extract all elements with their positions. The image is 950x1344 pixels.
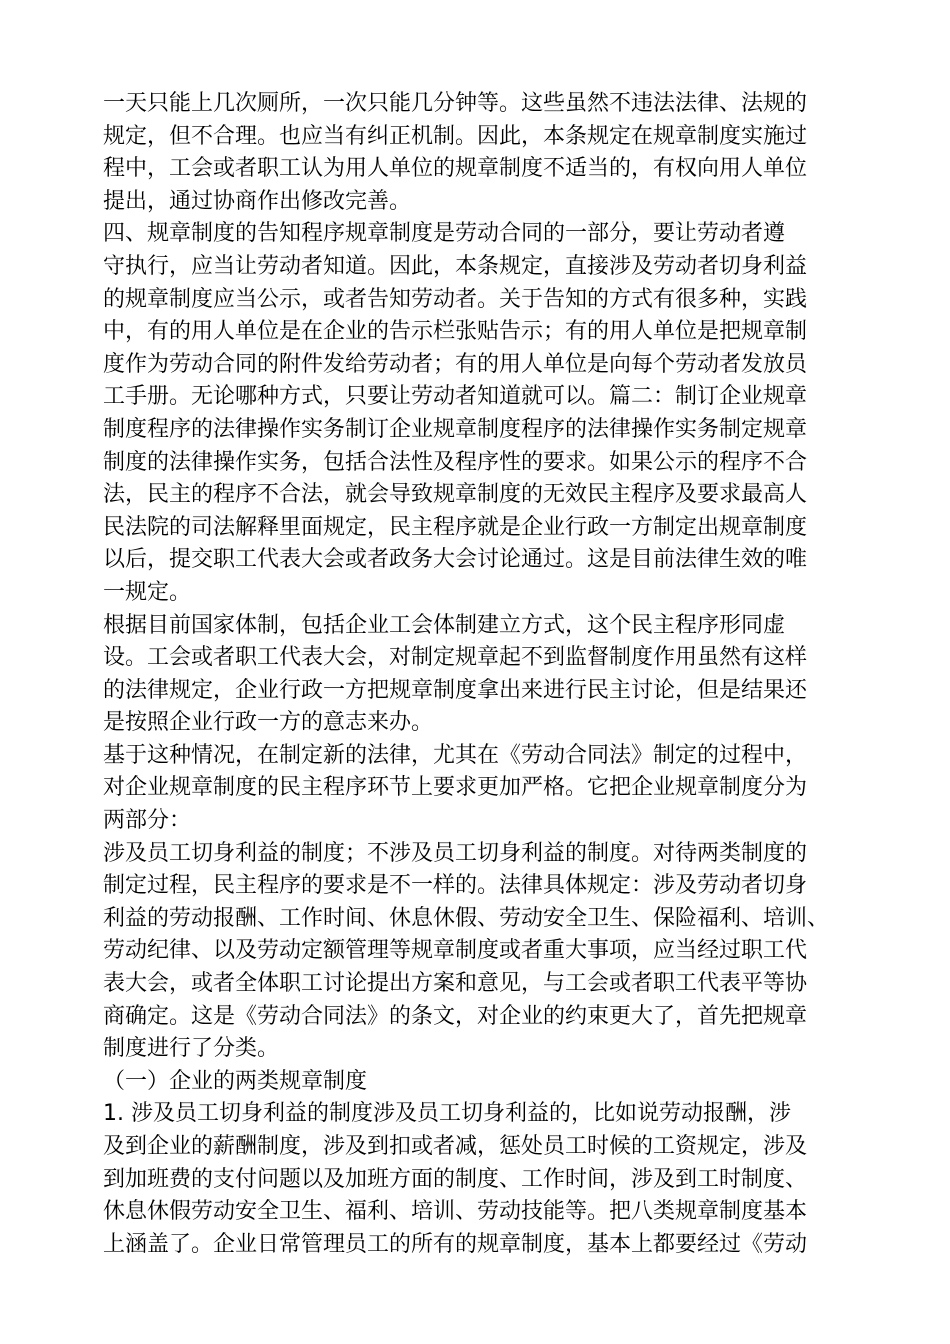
text-line: 以后，提交职工代表大会或者政务大会讨论通过。这是目前法律生效的唯: [103, 547, 808, 573]
text-line: 是按照企业行政一方的意志来办。: [103, 710, 434, 736]
text-line: 提出，通过协商作出修改完善。: [103, 188, 412, 214]
text-line: 两部分：: [103, 808, 192, 834]
text-line: 一规定。: [103, 579, 192, 605]
text-line: （一）企业的两类规章制度: [103, 1068, 368, 1094]
text-line: 商确定。这是《劳动合同法》的条文，对企业的约束更大了，首先把规章: [103, 1003, 808, 1029]
text-line: 1. 涉及员工切身利益的制度涉及员工切身利益的，比如说劳动报酬，涉: [103, 1101, 791, 1127]
text-line: 表大会，或者全体职工讨论提出方案和意见，与工会或者职工代表平等协: [103, 971, 808, 997]
document-body: [103, 88, 863, 1261]
text-line: 对企业规章制度的民主程序环节上要求更加严格。它把企业规章制度分为: [103, 775, 808, 801]
text-line: 休息休假劳动安全卫生、福利、培训、劳动技能等。把八类规章制度基本: [103, 1199, 808, 1225]
text-line: 制度进行了分类。: [103, 1036, 280, 1062]
text-line: 到加班费的支付问题以及加班方面的制度、工作时间，涉及到工时制度、: [103, 1166, 808, 1192]
text-line: 及到企业的薪酬制度，涉及到扣或者减，惩处员工时候的工资规定，涉及: [103, 1134, 808, 1159]
text-line: 涉及员工切身利益的制度；不涉及员工切身利益的制度。对待两类制度的: [103, 840, 808, 866]
text-line: 法，民主的程序不合法，就会导致规章制度的无效民主程序及要求最高人: [103, 482, 808, 508]
text-line: 守执行，应当让劳动者知道。因此，本条规定，直接涉及劳动者切身利益: [103, 253, 808, 279]
text-line: 上涵盖了。企业日常管理员工的所有的规章制度，基本上都要经过《劳动: [103, 1231, 808, 1257]
text-line: 四、规章制度的告知程序规章制度是劳动合同的一部分，要让劳动者遵: [103, 221, 786, 247]
text-line: 设。工会或者职工代表大会，对制定规章起不到监督制度作用虽然有这样: [103, 645, 808, 671]
text-line: 劳动纪律、以及劳动定额管理等规章制度或者重大事项，应当经过职工代: [103, 938, 808, 964]
text-line: 的规章制度应当公示，或者告知劳动者。关于告知的方式有很多种，实践: [103, 286, 808, 312]
text-line: 制度程序的法律操作实务制订企业规章制度程序的法律操作实务制定规章: [103, 416, 808, 442]
text-line: 程中，工会或者职工认为用人单位的规章制度不适当的，有权向用人单位: [103, 156, 808, 182]
text-line: 制定过程，民主程序的要求是不一样的。法律具体规定：涉及劳动者切身: [103, 873, 808, 899]
text-line: 基于这种情况，在制定新的法律，尤其在《劳动合同法》制定的过程中，: [103, 742, 808, 768]
text-line: 利益的劳动报酬、工作时间、休息休假、劳动安全卫生、保险福利、培训、: [103, 905, 830, 931]
text-line: 民法院的司法解释里面规定，民主程序就是企业行政一方制定出规章制度: [103, 514, 808, 540]
text-line: 制度的法律操作实务，包括合法性及程序性的要求。如果公示的程序不合: [103, 449, 808, 475]
text-line: 一天只能上几次厕所，一次只能几分钟等。这些虽然不违法法律、法规的: [103, 91, 808, 116]
text-line: 工手册。无论哪种方式，只要让劳动者知道就可以。篇二：制订企业规章: [103, 384, 808, 410]
text-line: 中，有的用人单位是在企业的告示栏张贴告示；有的用人单位是把规章制: [103, 319, 808, 345]
text-line: 根据目前国家体制，包括企业工会体制建立方式，这个民主程序形同虚: [103, 612, 786, 638]
text-line: 的法律规定，企业行政一方把规章制度拿出来进行民主讨论，但是结果还: [103, 677, 808, 703]
text-line: 规定，但不合理。也应当有纠正机制。因此，本条规定在规章制度实施过: [103, 123, 808, 149]
text-line: 度作为劳动合同的附件发给劳动者；有的用人单位是向每个劳动者发放员: [103, 351, 808, 377]
